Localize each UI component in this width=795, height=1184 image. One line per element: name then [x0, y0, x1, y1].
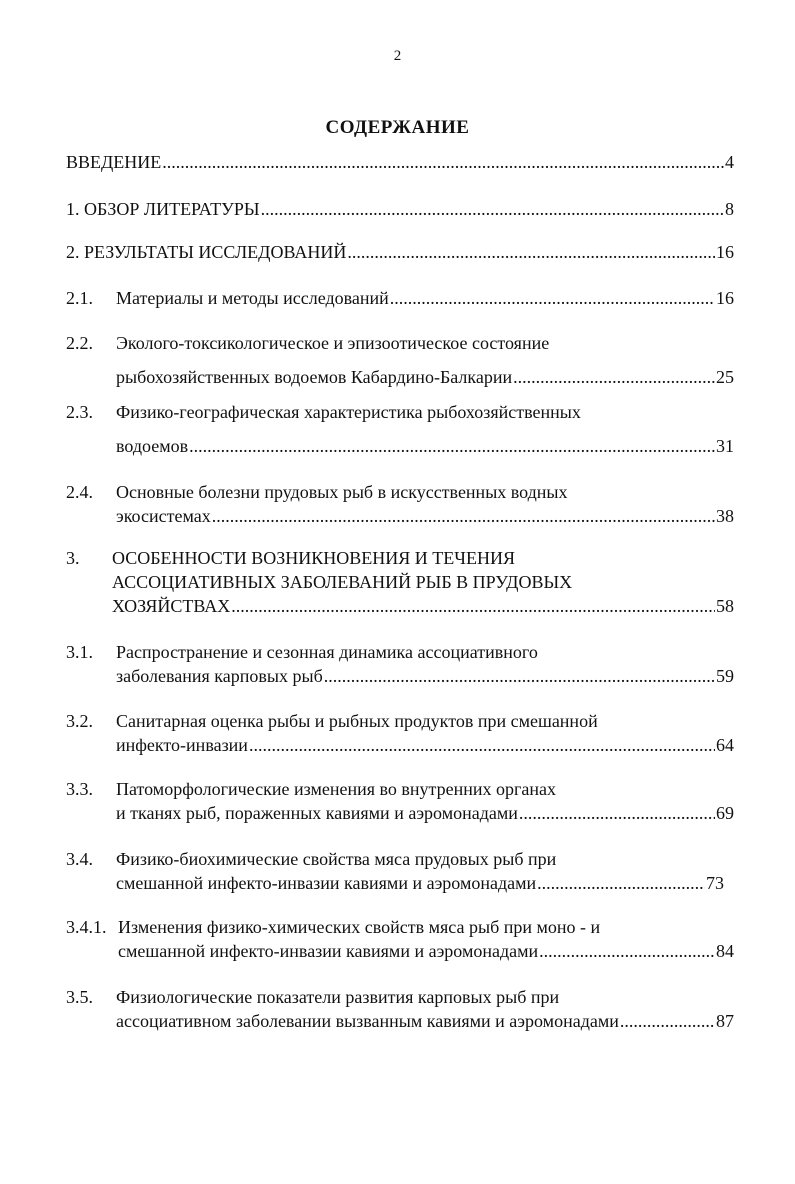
toc-entry-title: Основные болезни прудовых рыб в искусственных водных: [116, 482, 568, 502]
toc-page-number: 16: [716, 288, 734, 308]
toc-page-number: 58: [716, 596, 734, 616]
toc-section-number: 3.: [66, 548, 80, 568]
toc-line: [116, 434, 734, 458]
toc-page-number: 38: [716, 506, 734, 526]
toc-page-number: 73: [706, 873, 724, 893]
toc-line: [66, 240, 734, 264]
toc-line: [116, 985, 559, 1009]
toc-line: [116, 400, 581, 424]
toc-entry-title-continued: АССОЦИАТИВНЫХ ЗАБОЛЕВАНИЙ РЫБ В ПРУДОВЫХ: [112, 572, 573, 592]
toc-entry-title-continued: инфекто-инвазии: [116, 735, 248, 755]
toc-line: [116, 331, 549, 355]
toc-entry-title: Распространение и сезонная динамика ассоциативного: [116, 642, 538, 662]
page-number: 2: [393, 48, 402, 64]
toc-page-number: 8: [725, 199, 734, 219]
toc-line: [116, 1009, 734, 1033]
toc-page-number: 64: [716, 735, 734, 755]
toc-section-number: 3.5.: [66, 987, 93, 1007]
toc-entry-title: Физиологические показатели развития карповых рыб при: [116, 987, 560, 1007]
toc-line: [116, 640, 538, 664]
toc-entry-title-continued: ХОЗЯЙСТВАХ: [112, 596, 231, 616]
toc-line: [66, 150, 734, 174]
toc-dot-leader: [189, 434, 715, 458]
toc-dot-leader: [231, 594, 715, 618]
toc-page-number: 16: [716, 242, 734, 262]
toc-entry-title: 2. РЕЗУЛЬТАТЫ ИССЛЕДОВАНИЙ: [66, 242, 347, 262]
toc-dot-leader: [539, 939, 715, 963]
page-title: СОДЕРЖАНИЕ: [325, 117, 470, 138]
toc-line: [116, 847, 556, 871]
toc-line: [118, 915, 600, 939]
toc-dot-leader: [519, 801, 715, 825]
toc-page-number: 25: [716, 367, 734, 387]
toc-entry-title-continued: рыбохозяйственных водоемов Кабардино-Балкарии: [116, 367, 513, 387]
toc-entry-title-continued: и тканях рыб, пораженных кавиями и аэромонадами: [116, 803, 518, 823]
toc-section-number: 2.1.: [66, 288, 93, 308]
toc-entry-title: Патоморфологические изменения во внутренних органах: [116, 779, 556, 799]
toc-entry-title-continued: водоемов: [116, 436, 189, 456]
toc-page-number: 84: [716, 941, 734, 961]
toc-line: [112, 546, 515, 570]
toc-line: [66, 197, 734, 221]
toc-section-number: 3.4.1.: [66, 917, 107, 937]
toc-entry-title: Материалы и методы исследований: [116, 288, 389, 308]
toc-entry-title-continued: заболевания карповых рыб: [116, 666, 323, 686]
toc-page-number: 31: [716, 436, 734, 456]
toc-dot-leader: [324, 664, 715, 688]
toc-dot-leader: [537, 871, 705, 895]
toc-entry-title-continued: смешанной инфекто-инвазии кавиями и аэромонадами: [118, 941, 539, 961]
toc-dot-leader: [390, 286, 715, 310]
toc-line: [112, 570, 572, 594]
toc-section-number: 2.3.: [66, 402, 93, 422]
toc-section-number: 2.2.: [66, 333, 93, 353]
toc-section-number: 3.4.: [66, 849, 93, 869]
toc-line: [116, 801, 734, 825]
toc-line: [116, 504, 734, 528]
toc-line: [112, 594, 734, 618]
toc-entry-title: Физико-биохимические свойства мяса прудовых рыб при: [116, 849, 557, 869]
toc-section-number: 2.4.: [66, 482, 93, 502]
toc-entry-title: Изменения физико-химических свойств мяса рыб при моно - и: [118, 917, 601, 937]
toc-page-number: 59: [716, 666, 734, 686]
toc-dot-leader: [261, 197, 724, 221]
toc-dot-leader: [212, 504, 715, 528]
toc-entry-title: ОСОБЕННОСТИ ВОЗНИКНОВЕНИЯ И ТЕЧЕНИЯ: [112, 548, 515, 568]
toc-dot-leader: [620, 1009, 715, 1033]
toc-section-number: 3.1.: [66, 642, 93, 662]
toc-line: [116, 709, 598, 733]
toc-entry-title-continued: экосистемах: [116, 506, 211, 526]
toc-entry-title: ВВЕДЕНИЕ: [66, 152, 162, 172]
toc-line: [116, 480, 568, 504]
toc-line: [116, 664, 734, 688]
toc-entry-title-continued: смешанной инфекто-инвазии кавиями и аэромонадами: [116, 873, 537, 893]
toc-page-number: 4: [725, 152, 734, 172]
toc-section-number: 3.3.: [66, 779, 93, 799]
toc-entry-title: Санитарная оценка рыбы и рыбных продуктов при смешанной: [116, 711, 598, 731]
toc-dot-leader: [347, 240, 715, 264]
toc-entry-title-continued: ассоциативном заболевании вызванным кавиями и аэромонадами: [116, 1011, 619, 1031]
toc-line: [118, 939, 734, 963]
toc-dot-leader: [513, 365, 715, 389]
toc-line: [116, 286, 734, 310]
toc-page-number: 87: [716, 1011, 734, 1031]
toc-dot-leader: [249, 733, 715, 757]
toc-entry-title: 1. ОБЗОР ЛИТЕРАТУРЫ: [66, 199, 260, 219]
toc-entry-title: Физико-географическая характеристика рыбохозяйственных: [116, 402, 581, 422]
toc-dot-leader: [162, 150, 724, 174]
toc-entry-title: Эколого-токсикологическое и эпизоотическое состояние: [116, 333, 550, 353]
toc-line: [116, 871, 724, 895]
toc-page-number: 69: [716, 803, 734, 823]
toc-section-number: 3.2.: [66, 711, 93, 731]
toc-line: [116, 365, 734, 389]
toc-line: [116, 777, 556, 801]
toc-line: [116, 733, 734, 757]
